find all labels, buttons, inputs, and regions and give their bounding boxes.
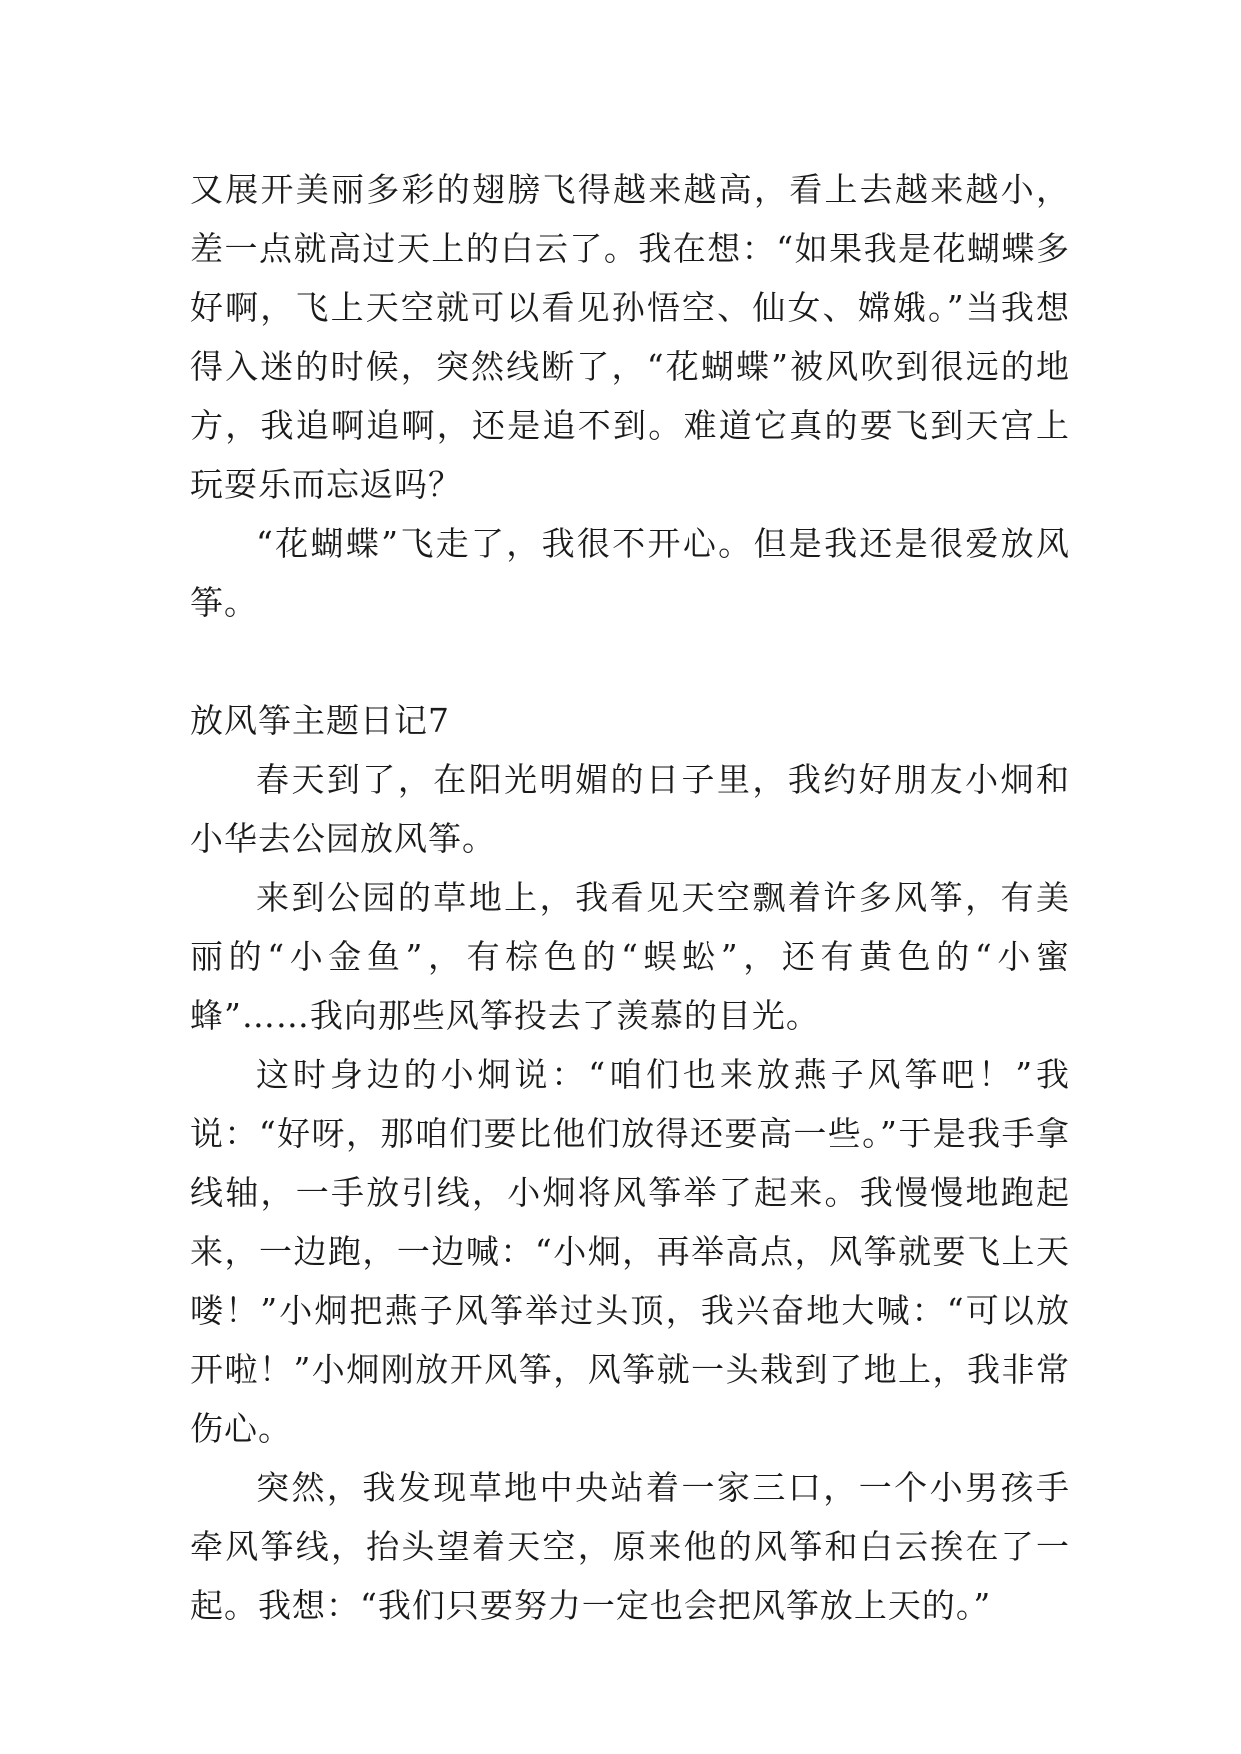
section-title: 放风筝主题日记7 <box>190 701 450 740</box>
paragraph: 突然，我发现草地中央站着一家三口，一个小男孩手牵风筝线，抬头望着天空，原来他的风筝和白云挨在了一起。我想：“我们只要努力一定也会把风筝放上天的。” <box>190 1468 1070 1625</box>
paragraph: “花蝴蝶”飞走了，我很不开心。但是我还是很爱放风筝。 <box>190 524 1070 622</box>
paragraph: 来到公园的草地上，我看见天空飘着许多风筝，有美丽的“小金鱼”，有棕色的“蜈蚣”，还有黄色的“小蜜蜂”……我向那些风筝投去了羡慕的目光。 <box>190 878 1070 1035</box>
paragraph-continued: 又展开美丽多彩的翅膀飞得越来越高，看上去越来越小，差一点就高过天上的白云了。我在想：“如果我是花蝴蝶多好啊，飞上天空就可以看见孙悟空、仙女、嫦娥。”当我想得入迷的时候，突然线断了，“花蝴蝶”被风吹到很远的地方，我追啊追啊，还是追不到。难道它真的要飞到天宫上玩耍乐而忘返吗？ <box>190 170 1070 504</box>
section-spacer <box>190 632 1070 691</box>
document-body <box>190 160 1070 1635</box>
paragraph: 这时身边的小炯说：“咱们也来放燕子风筝吧！”我说：“好呀，那咱们要比他们放得还要高一些。”于是我手拿线轴，一手放引线，小炯将风筝举了起来。我慢慢地跑起来，一边跑，一边喊：“小炯，再举高点，风筝就要飞上天喽！”小炯把燕子风筝举过头顶，我兴奋地大喊：“可以放开啦！”小炯刚放开风筝，风筝就一头栽到了地上，我非常伤心。 <box>190 1055 1070 1448</box>
paragraph: 春天到了，在阳光明媚的日子里，我约好朋友小炯和小华去公园放风筝。 <box>190 760 1070 858</box>
